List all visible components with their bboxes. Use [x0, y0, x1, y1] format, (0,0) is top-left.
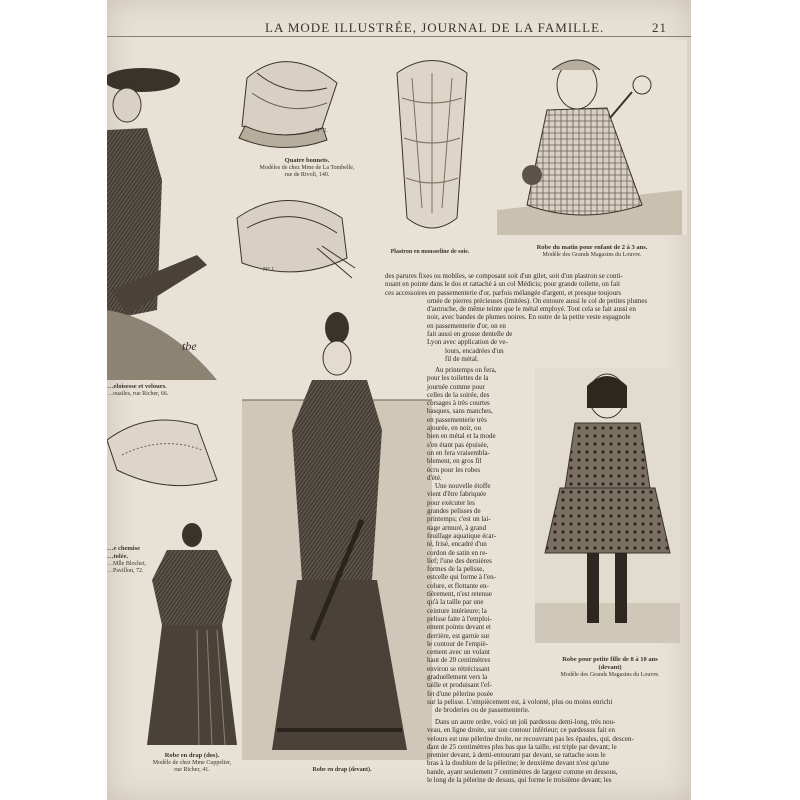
caption-plastron: Plastron en mousseline de soie. — [390, 249, 470, 255]
svg-text:tbe: tbe — [182, 339, 197, 353]
article-column-continuation: sur la pelisse. L'empiècement est, à volonté, plus ou moins enrichi de broderies ou de passementerie. — [427, 698, 613, 715]
caption-petite-fille: Robe pour petite fille de 8 à 10 ans (devant) Modèle des Grands Magasins du Louvre. — [560, 656, 660, 678]
article-column: Au printemps on fera, pour les toilettes de la journée comme pour celles de la soirée, des corsages à très courtes basques, sans manches, en passementerie très ajourée, en noir, ou bien en métal et la mode s'en étant pas épuisée, on en fera vraisembla- blement, en gros fil écru pour les robes d'été. Une nouvelle étoffe vient d'être fabriquée pour exécuter les grandes pelisses de printemps; c'est un lai- nage armuré, à grand feuillage aquatique écar- té, frisé, encadré d'un cordon de satin en re- lief; l'une des dernières formes de la pelisse, estcelle qui forme à l'en- colure, et flottante en- tièrement, n'est retenue qu'à la taille par une ceinture intérieure; la pelisse faite à l'emploi- ement pointu devant et derrière, est garnie sur le contour de l'empiè- cement avec un volant haut de 20 centimètres environ se rétrécissant graduellement vers la taille et produisant l'ef- fet d'une pèlerine posée — [427, 366, 497, 698]
page-header-title: LA MODE ILLUSTRÉE, JOURNAL DE LA FAMILLE. — [265, 20, 605, 35]
illustration-bonnet-2 — [227, 48, 347, 153]
caption-robe-matin: Robe du matin pour enfant de 2 à 3 ans. Modèle des Grands Magasins du Louvre. — [536, 244, 648, 258]
illustration-chemise-collar — [107, 410, 232, 495]
magazine-page — [107, 0, 691, 800]
page-number: 21 — [652, 20, 667, 35]
article-intro: des parures fixes ou mobiles, se composant soit d'un gilet, soit d'un plastron se conti- nuant en pointe dans le dos et rattaché à un col Médicis; pour grande toilette, on fait ces accessoires en passementerie d'or, parfois mélangée d'argent, et presque toujours ornée de pierres précieuses (imitées). On entoure aussi le col de petites plumes d'autruche, de même teinte que le métal employé. Tout cela se fait aussi en noir, avec bandes de plumes noires. En outre de la petite veste espagnole en passementerie d'or, on en fait aussi en grosse dentelle de Lyon avec application de ve- lours, encadrées d'un fil de métal. — [385, 272, 648, 363]
caption-robe-devant: Robe en drap (devant). — [312, 767, 372, 773]
illustration-child-morning-dress — [492, 40, 687, 235]
illustration-dress-back — [137, 520, 247, 750]
illustration-plastron — [382, 48, 482, 238]
caption-robe-dos: Robe en drap (dos). Modèle de chez Mme Cuppelier, rue Richer, 41. — [152, 752, 232, 773]
caption-chemise: …e chemise …tolée. …Mlle Blochet, …Pavillon, 72. — [107, 545, 146, 574]
caption-velvet-left: …eloisesse et velours. …ouailes, rue Richer, 66. — [107, 383, 169, 397]
label-number-2: N° 2. — [315, 128, 328, 134]
label-number-1: N° 1. — [263, 267, 276, 273]
illustration-girl-dress — [535, 368, 680, 643]
illustration-woman-hat — [107, 50, 217, 380]
illustration-bonnet-1 — [227, 188, 357, 283]
header-rule — [107, 36, 691, 37]
caption-bonnets: Quatre bonnets. Modèles de chez Mme de La Tombelle, rue de Rivoli, 140. — [259, 157, 355, 178]
illustration-woman-dress-front — [242, 310, 432, 760]
article-bottom: Dans un autre ordre, voici un joli pardessus demi-long, très nou- veau, en ligne droite, sur son contour inférieur; ce pardessus fait en velours est une pèlerine droite, ne recouvrant pas les épaules, qui, descen- dant de 25 centimètres plus bas que la taille, est triple par devant; le premier devant, à demi-entourant par devant, se rattache sous le bras à la doublure de la pèlerine; le deuxième devant n'est qu'une bande, ayant seulement 7 centimètres de largeur comme en dessous, le long de la pèlerine de dessus, qui forme le troisième devant; les — [427, 718, 634, 785]
